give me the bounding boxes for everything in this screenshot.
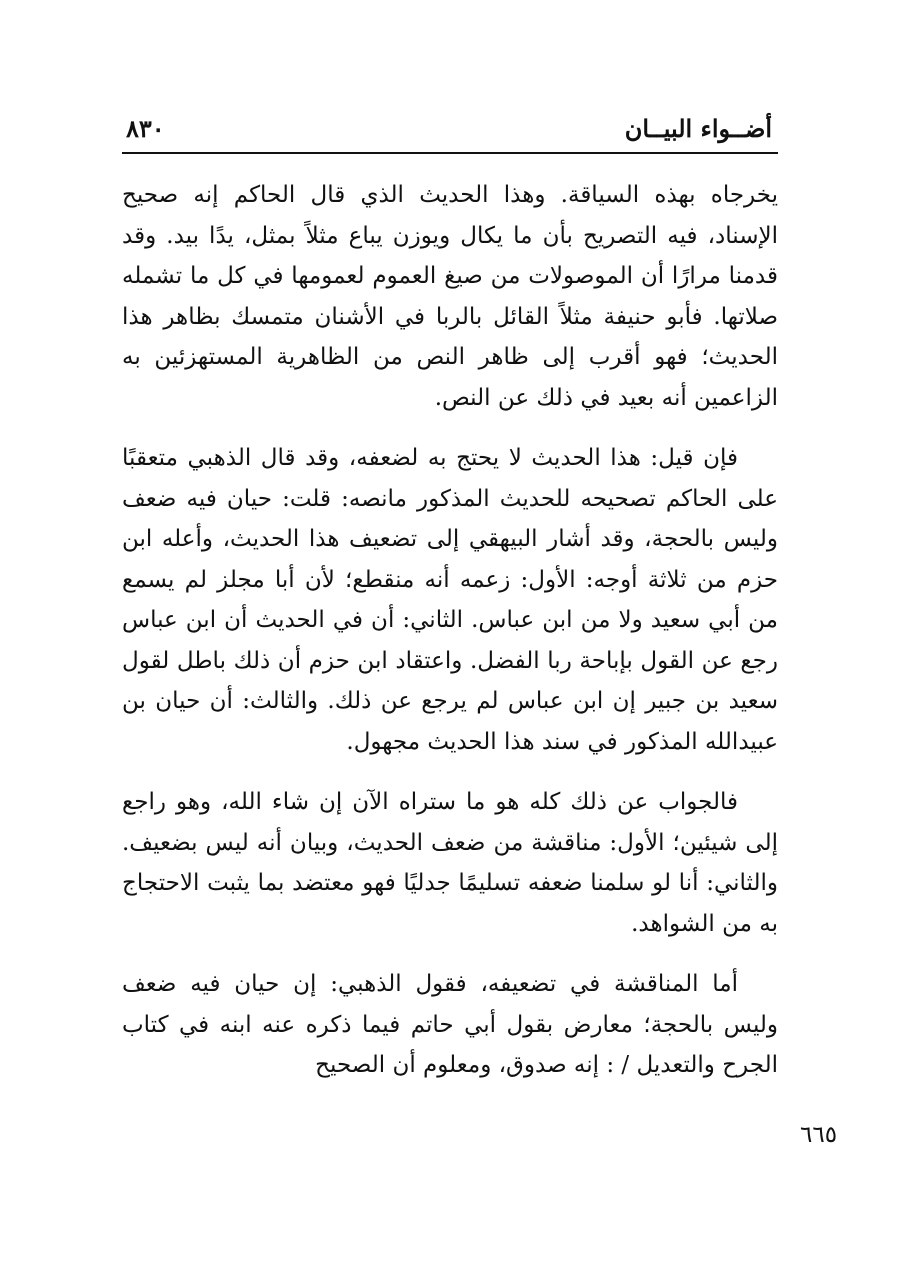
paragraph-1: يخرجاه بهذه السياقة. وهذا الحديث الذي قال الحاكم إنه صحيح الإسناد، فيه التصريح بأن ما يكال ويوزن يباع مثلاً بمثل، يدًا بيد. وقد قدمنا مرارًا أن الموصولات من صيغ العموم لعمومها في كل ما تشمله صلاتها. فأبو حنيفة مثلاً القائل بالربا في الأشنان متمسك بظاهر هذا الحديث؛ فهو أقرب إلى ظاهر النص من الظاهرية المستهزئين به الزاعمين أنه بعيد في ذلك عن النص.	[122, 182, 778, 411]
page-header	[122, 112, 778, 154]
paragraph-3: فالجواب عن ذلك كله هو ما ستراه الآن إن شاء الله، وهو راجع إلى شيئين؛ الأول: مناقشة من ضعف الحديث، وبيان أنه ليس بضعيف. والثاني: أنا لو سلمنا ضعفه تسليمًا جدليًا فهو معتضد بما يثبت الاحتجاج به من الشواهد.	[122, 789, 778, 937]
page-body	[122, 175, 778, 1106]
running-title: أضــواء البيــان	[624, 114, 772, 143]
margin-page-reference: ٦٦٥	[800, 1122, 838, 1148]
page-number: ٨٣٠	[126, 114, 165, 143]
paragraph-4: أما المناقشة في تضعيفه، فقول الذهبي: إن حيان فيه ضعف وليس بالحجة؛ معارض بقول أبي حاتم فيما ذكره عنه ابنه في كتاب الجرح والتعديل / : إنه صدوق، ومعلوم أن الصحيح	[122, 971, 778, 1078]
paragraph-2: فإن قيل: هذا الحديث لا يحتج به لضعفه، وقد قال الذهبي متعقبًا على الحاكم تصحيحه للحديث المذكور مانصه: قلت: حيان فيه ضعف وليس بالحجة، وقد أشار البيهقي إلى تضعيف هذا الحديث، وأعله ابن حزم من ثلاثة أوجه: الأول: زعمه أنه منقطع؛ لأن أبا مجلز لم يسمع من أبي سعيد ولا من ابن عباس. الثاني: أن في الحديث أن ابن عباس رجع عن القول بإباحة ربا الفضل. واعتقاد ابن حزم أن ذلك باطل لقول سعيد بن جبير إن ابن عباس لم يرجع عن ذلك. والثالث: أن حيان بن عبيدالله المذكور في سند هذا الحديث مجهول.	[122, 445, 778, 755]
